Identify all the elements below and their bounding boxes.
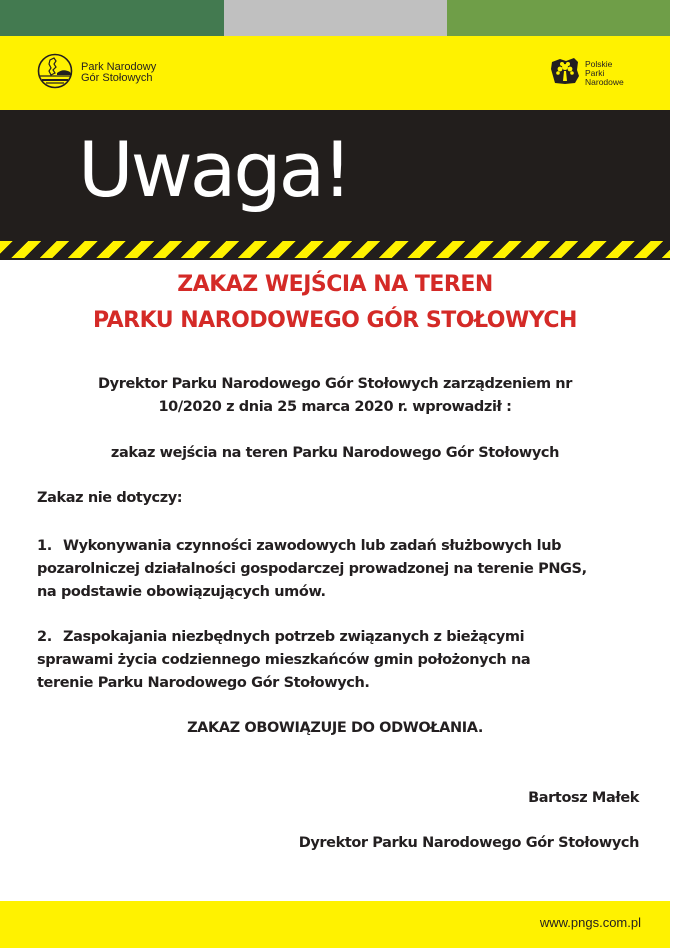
polish-national-parks-text: Polskie Parki Narodowe — [585, 58, 624, 87]
color-bar-light-green — [447, 0, 670, 36]
signatory-title: Dyrektor Parku Narodowego Gór Stołowych — [298, 835, 639, 851]
exceptions-heading: Zakaz nie dotyczy: — [37, 490, 183, 506]
headline-line-2: PARKU NARODOWEGO GÓR STOŁOWYCH — [93, 308, 577, 333]
tree-in-poland-map-icon — [550, 56, 580, 90]
polish-national-parks-logo — [550, 56, 624, 90]
top-color-bars — [0, 0, 670, 36]
header-band — [0, 36, 670, 110]
footer-band — [0, 901, 670, 948]
color-bar-dark-green — [0, 0, 224, 36]
park-logo-text: Park Narodowy Gór Stołowych — [81, 61, 157, 84]
ban-statement: zakaz wejścia na teren Parku Narodowego Gór Stołowych — [110, 445, 560, 461]
signatory-name: Bartosz Małek — [528, 790, 639, 806]
website-link[interactable]: www.pngs.com.pl — [539, 915, 641, 930]
hazard-stripe — [0, 241, 670, 258]
park-logo — [37, 53, 156, 93]
intro-line-2: 10/2020 z dnia 25 marca 2020 r. wprowadził : — [158, 399, 512, 415]
exception-text: sprawami życia codziennego mieszkańców gmin położonych na — [37, 652, 531, 668]
headline-line-1: ZAKAZ WEJŚCIA NA TEREN — [177, 272, 493, 297]
exception-text: pozarolniczej działalności gospodarczej prowadzonej na terenie PNGS, — [37, 561, 587, 577]
color-bar-gray — [224, 0, 447, 36]
exception-number: 1. — [37, 538, 52, 554]
exception-text: terenie Parku Narodowego Gór Stołowych. — [37, 675, 370, 691]
exception-text: Zaspokajania niezbędnych potrzeb związanych z bieżącymi — [63, 629, 525, 645]
banner-title: Uwaga! — [78, 125, 350, 214]
rock-formation-circle-icon — [37, 53, 73, 93]
exception-text: na podstawie obowiązujących umów. — [37, 584, 326, 600]
exception-text: Wykonywania czynności zawodowych lub zadań służbowych lub — [63, 538, 562, 554]
warning-banner — [0, 110, 670, 260]
validity-statement: ZAKAZ OBOWIĄZUJE DO ODWOŁANIA. — [187, 720, 483, 736]
intro-line-1: Dyrektor Parku Narodowego Gór Stołowych zarządzeniem nr — [98, 376, 572, 392]
exception-number: 2. — [37, 629, 52, 645]
